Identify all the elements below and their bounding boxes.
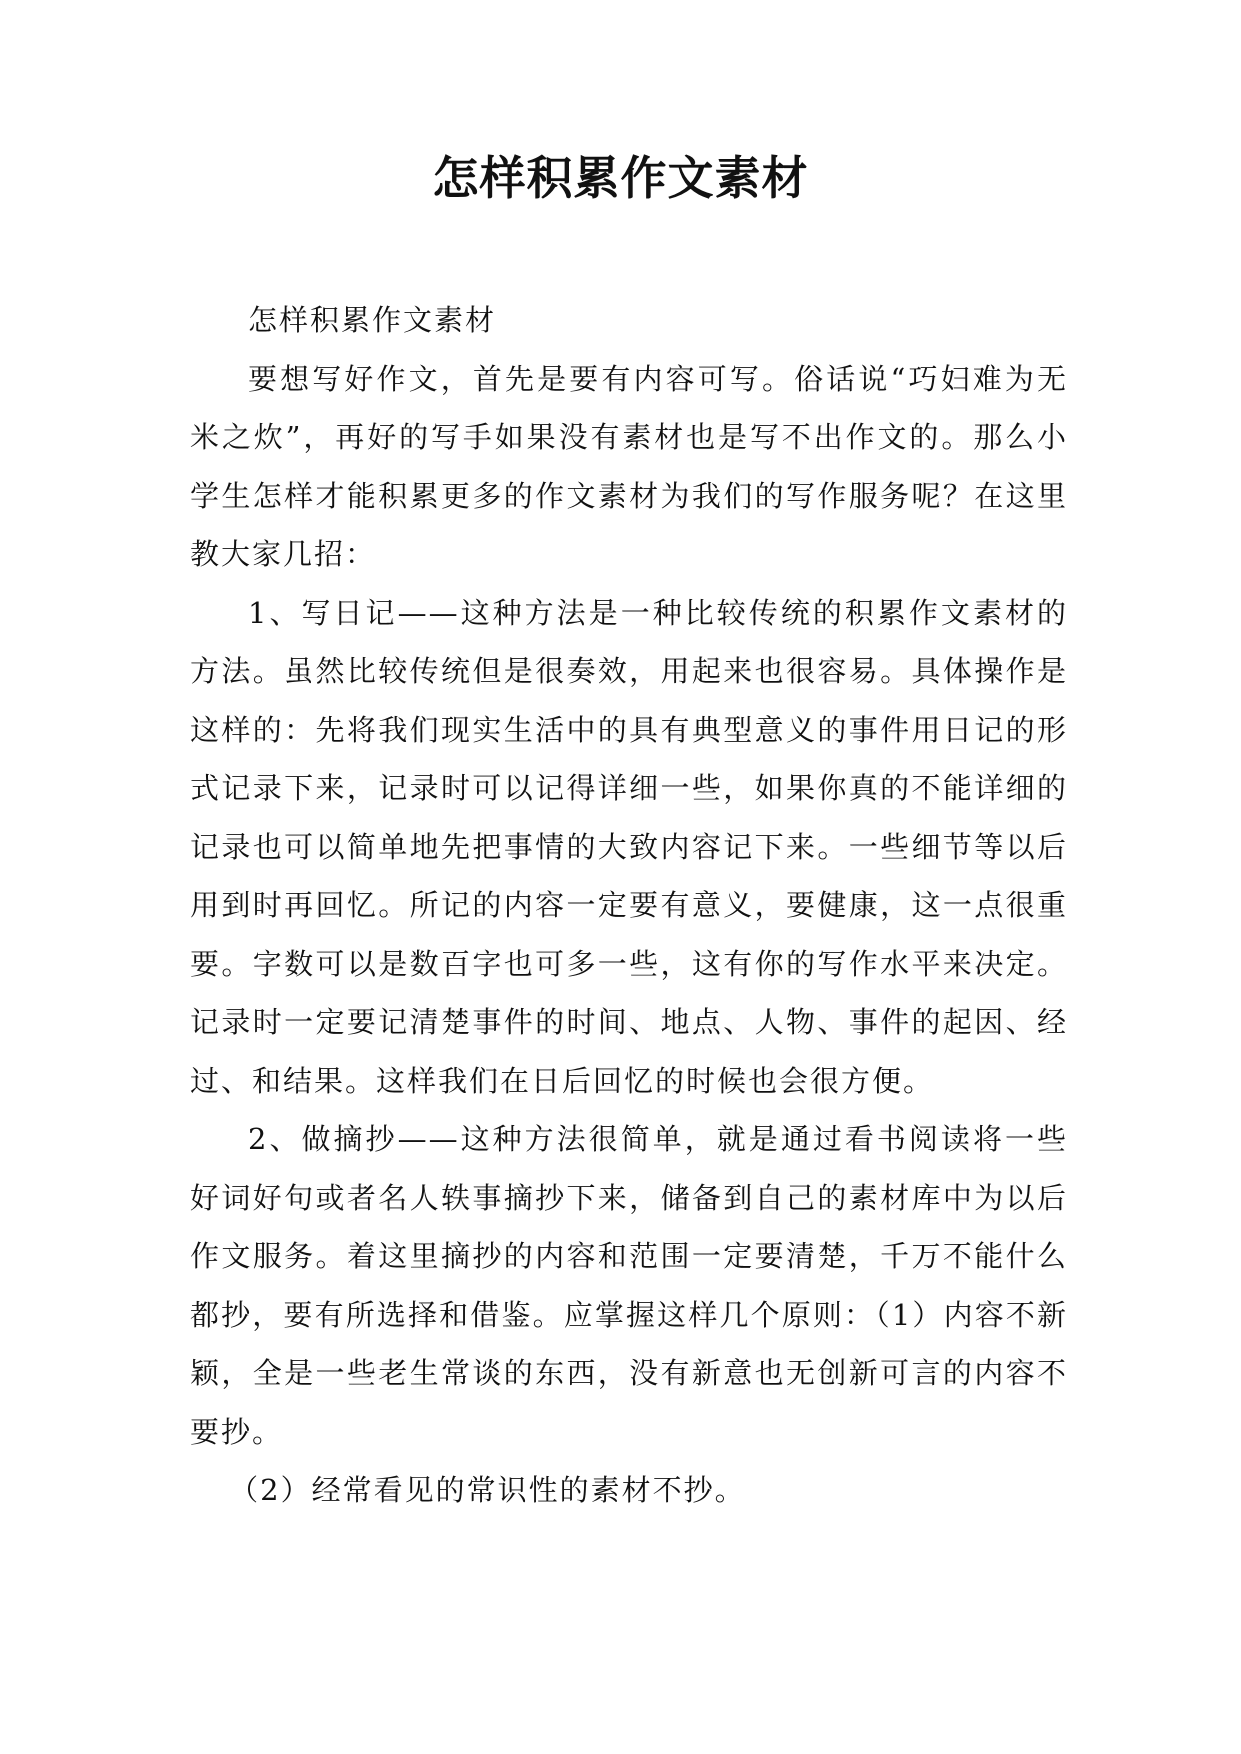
- document-body: [190, 291, 1068, 1520]
- paragraph-method-excerpt: 2、做摘抄——这种方法很简单，就是通过看书阅读将一些好词好句或者名人轶事摘抄下来，储备到自己的素材库中为以后作文服务。着这里摘抄的内容和范围一定要清楚，千万不能什么都抄，要有所选择和借鉴。应掌握这样几个原则：（1）内容不新颖，全是一些老生常谈的东西，没有新意也无创新可言的内容不要抄。: [190, 1122, 1068, 1449]
- paragraph-subtitle: 怎样积累作文素材: [248, 303, 497, 337]
- paragraph-method-diary: 1、写日记——这种方法是一种比较传统的积累作文素材的方法。虽然比较传统但是很奏效，用起来也很容易。具体操作是这样的：先将我们现实生活中的具有典型意义的事件用日记的形式记录下来，记录时可以记得详细一些，如果你真的不能详细的记录也可以简单地先把事情的大致内容记下来。一些细节等以后用到时再回忆。所记的内容一定要有意义，要健康，这一点很重要。字数可以是数百字也可多一些，这有你的写作水平来决定。记录时一定要记清楚事件的时间、地点、人物、事件的起因、经过、和结果。这样我们在日后回忆的时候也会很方便。: [190, 595, 1068, 1098]
- document-title: 怎样积累作文素材: [432, 151, 809, 205]
- paragraph-intro: 要想写好作文，首先是要有内容可写。俗话说“巧妇难为无米之炊”，再好的写手如果没有素材也是写不出作文的。那么小学生怎样才能积累更多的作文素材为我们的写作服务呢？在这里教大家几招：: [190, 361, 1068, 571]
- paragraph-principle-2: （2）经常看见的常识性的素材不抄。: [229, 1473, 746, 1507]
